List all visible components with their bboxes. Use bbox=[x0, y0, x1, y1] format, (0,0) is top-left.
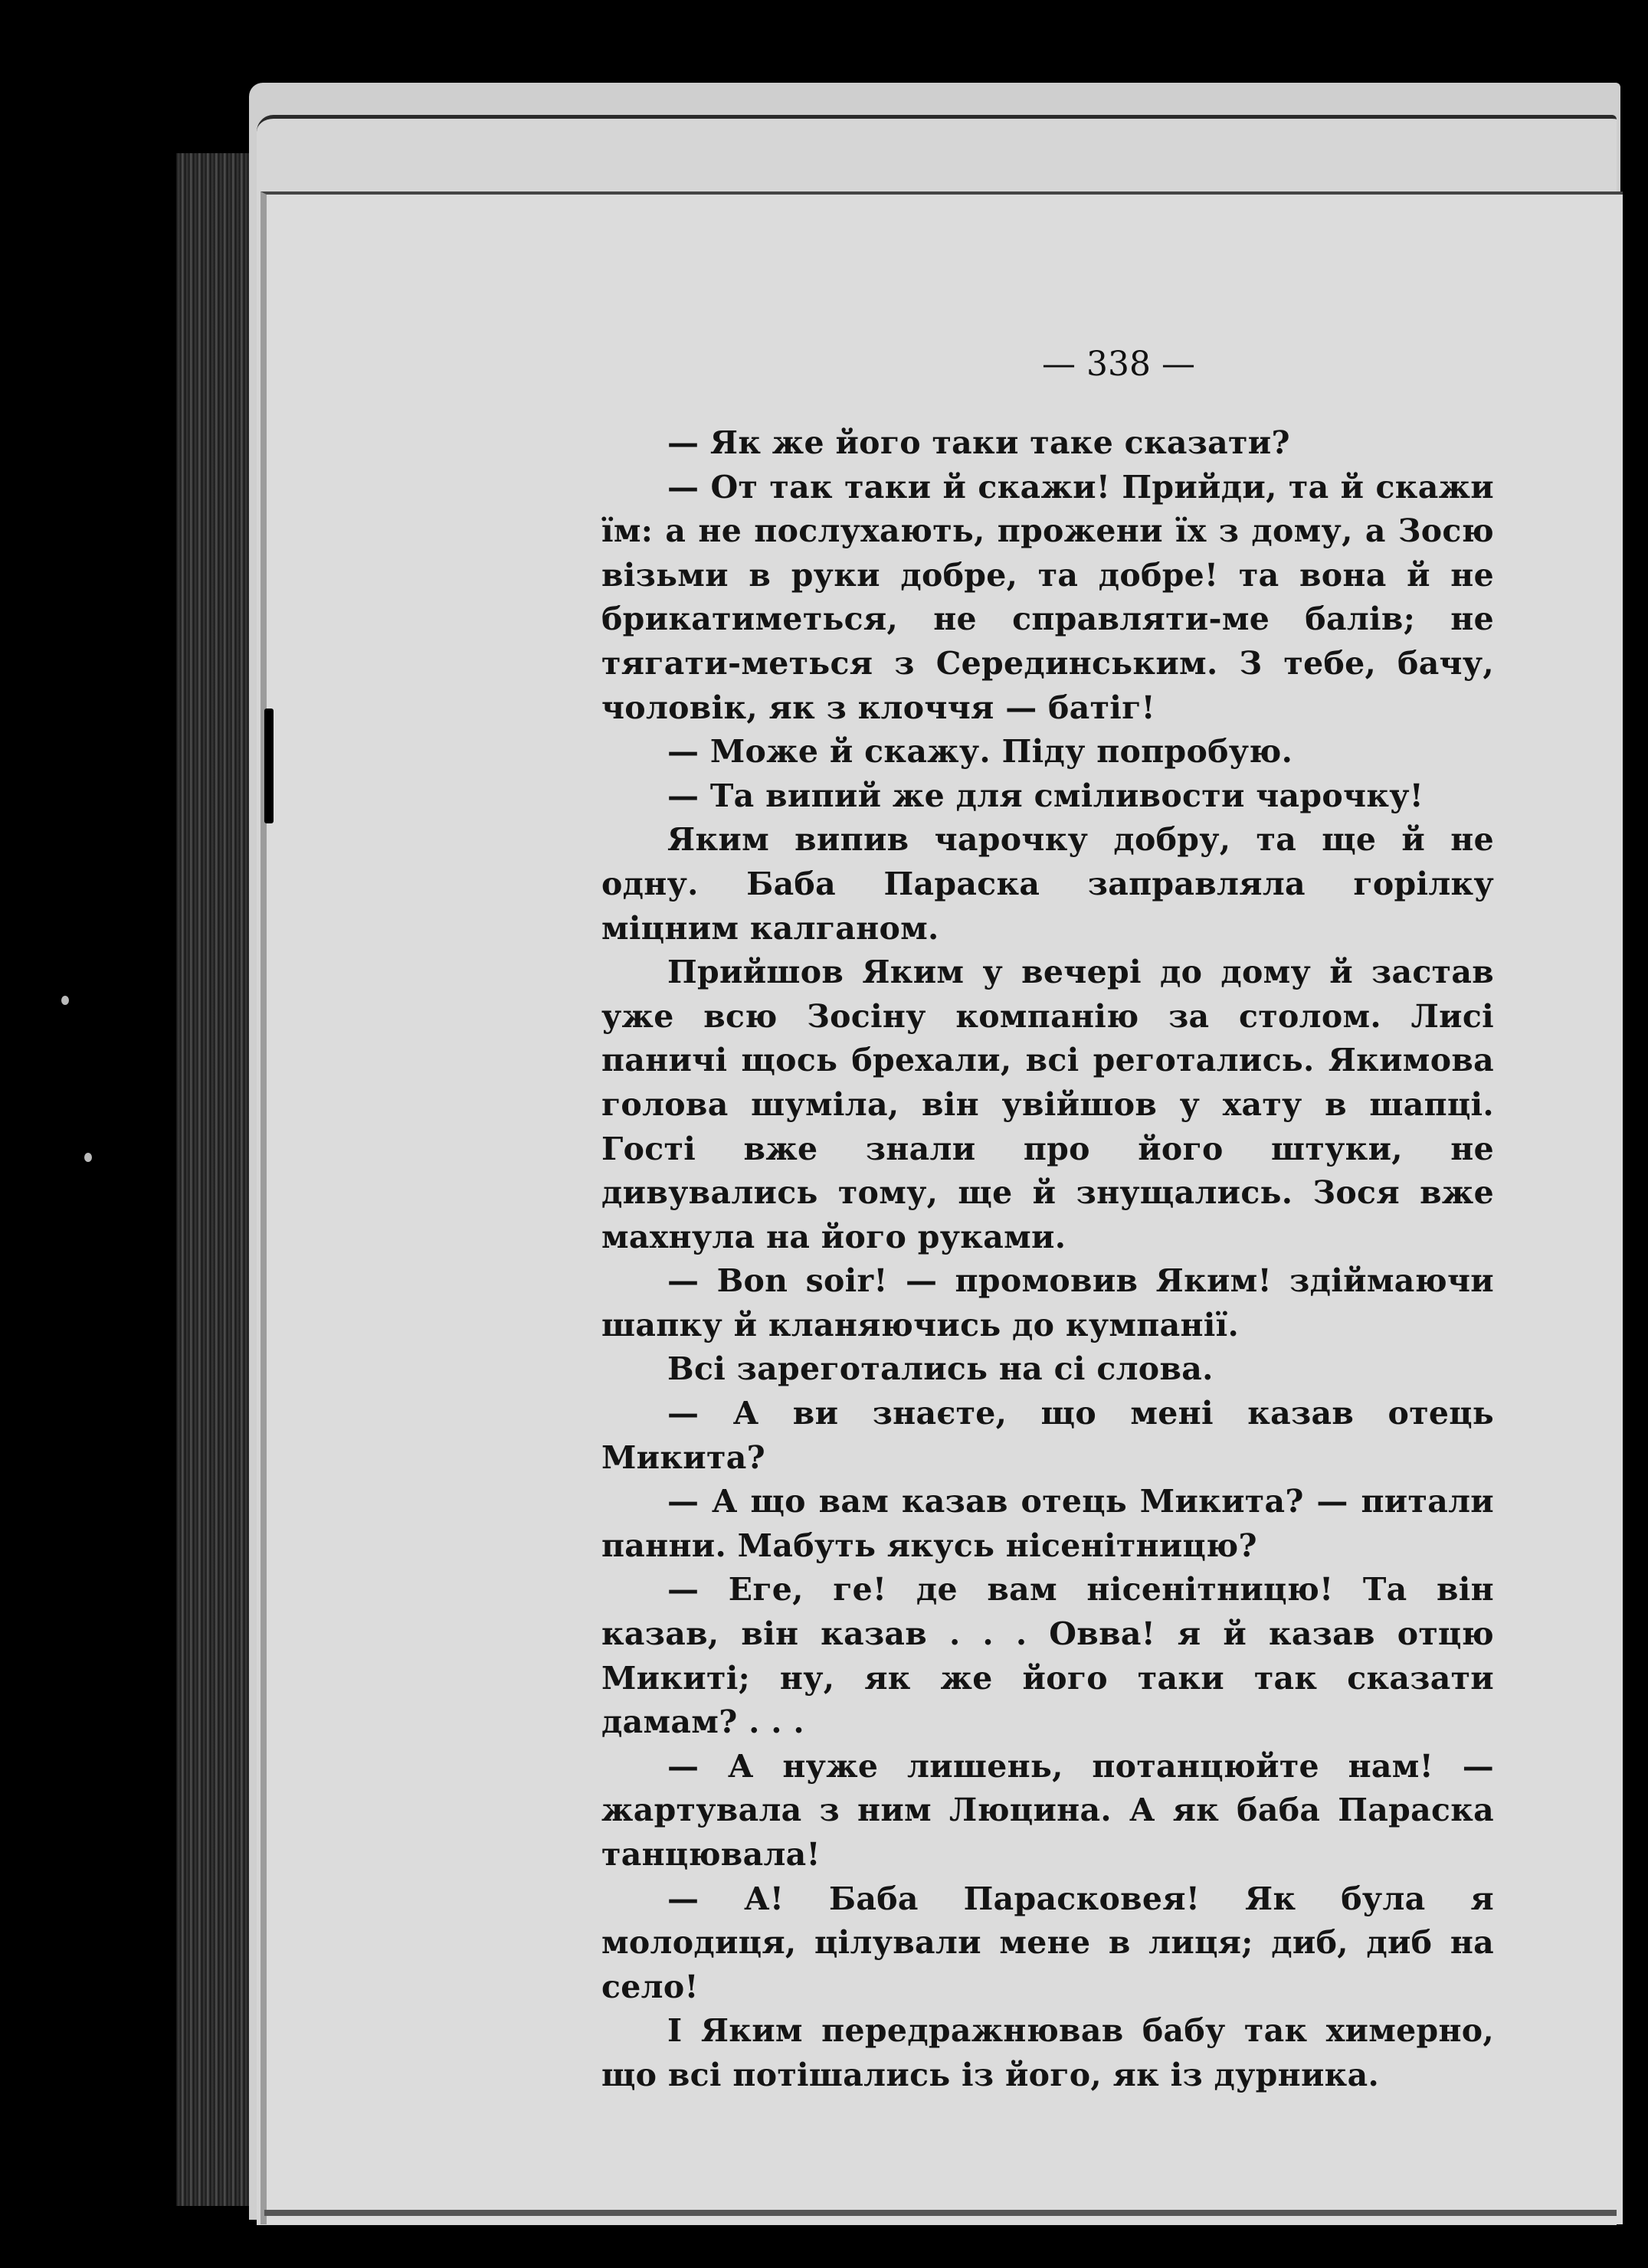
speck bbox=[84, 1153, 92, 1162]
page-number: — 338 — bbox=[1042, 345, 1195, 384]
bookmark-mark bbox=[264, 709, 274, 823]
paragraph: Всі зареготались на сі слова. bbox=[667, 1350, 1214, 1388]
paragraph: — Може й скажу. Піду попробую. bbox=[667, 733, 1293, 771]
paragraph: Яким випив чарочку добру, та ще й не одну. Баба Параска заправляла горілку міцним калганом. bbox=[601, 821, 1494, 947]
speck bbox=[61, 996, 69, 1005]
paragraph: — Як же його таки таке сказати? bbox=[667, 424, 1290, 461]
page-text bbox=[601, 421, 1494, 2098]
paragraph: — От так таки й скажи! Прийди, та й скажи їм: а не послухають, прожени їх з дому, а Зосю візьми в руки добре, та добре! та вона й не брикатиметься, не справляти-ме балів; не тягати-меться з Серединським. З тебе, бачу, чоловік, як з клоччя — батіг! bbox=[601, 468, 1494, 726]
paragraph: — А! Баба Парасковея! Як була я молодиця, цілували мене в лиця; диб, диб на село! bbox=[601, 1880, 1494, 2005]
page-bottom-edge bbox=[264, 2210, 1617, 2216]
paragraph: Прийшов Яким у вечері до дому й застав уже всю Зосіну компанію за столом. Лисі паничі щось брехали, всі реготались. Якимова голова шуміла, він увійшов у хату в шапці. Гості вже знали про його штуки, не дивувались тому, ще й знущались. Зося вже махнула на його руками. bbox=[601, 954, 1494, 1255]
paragraph: — А що вам казав отець Микита? — питали панни. Мабуть якусь нісенітницю? bbox=[601, 1483, 1494, 1564]
paragraph: — А ви знаєте, що мені казав отець Микита? bbox=[601, 1395, 1494, 1476]
paragraph: — А нуже лишень, потанцюйте нам! — жартувала з ним Люцина. А як баба Параска танцювала! bbox=[601, 1747, 1494, 1873]
paragraph: — Та випий же для сміливости чарочку! bbox=[667, 777, 1424, 814]
paragraph: І Яким передражнював бабу так химерно, що всі потішались із його, як із дурника. bbox=[601, 2012, 1494, 2093]
paragraph: — Bon soir! — промовив Яким! здіймаючи шапку й кланяючись до кумпанії. bbox=[601, 1262, 1494, 1343]
paragraph: — Еге, ге! де вам нісенітницю! Та він казав, він казав . . . Овва! я й казав отцю Микиті; ну, як же його таки так сказати дамам? . . . bbox=[601, 1571, 1494, 1741]
